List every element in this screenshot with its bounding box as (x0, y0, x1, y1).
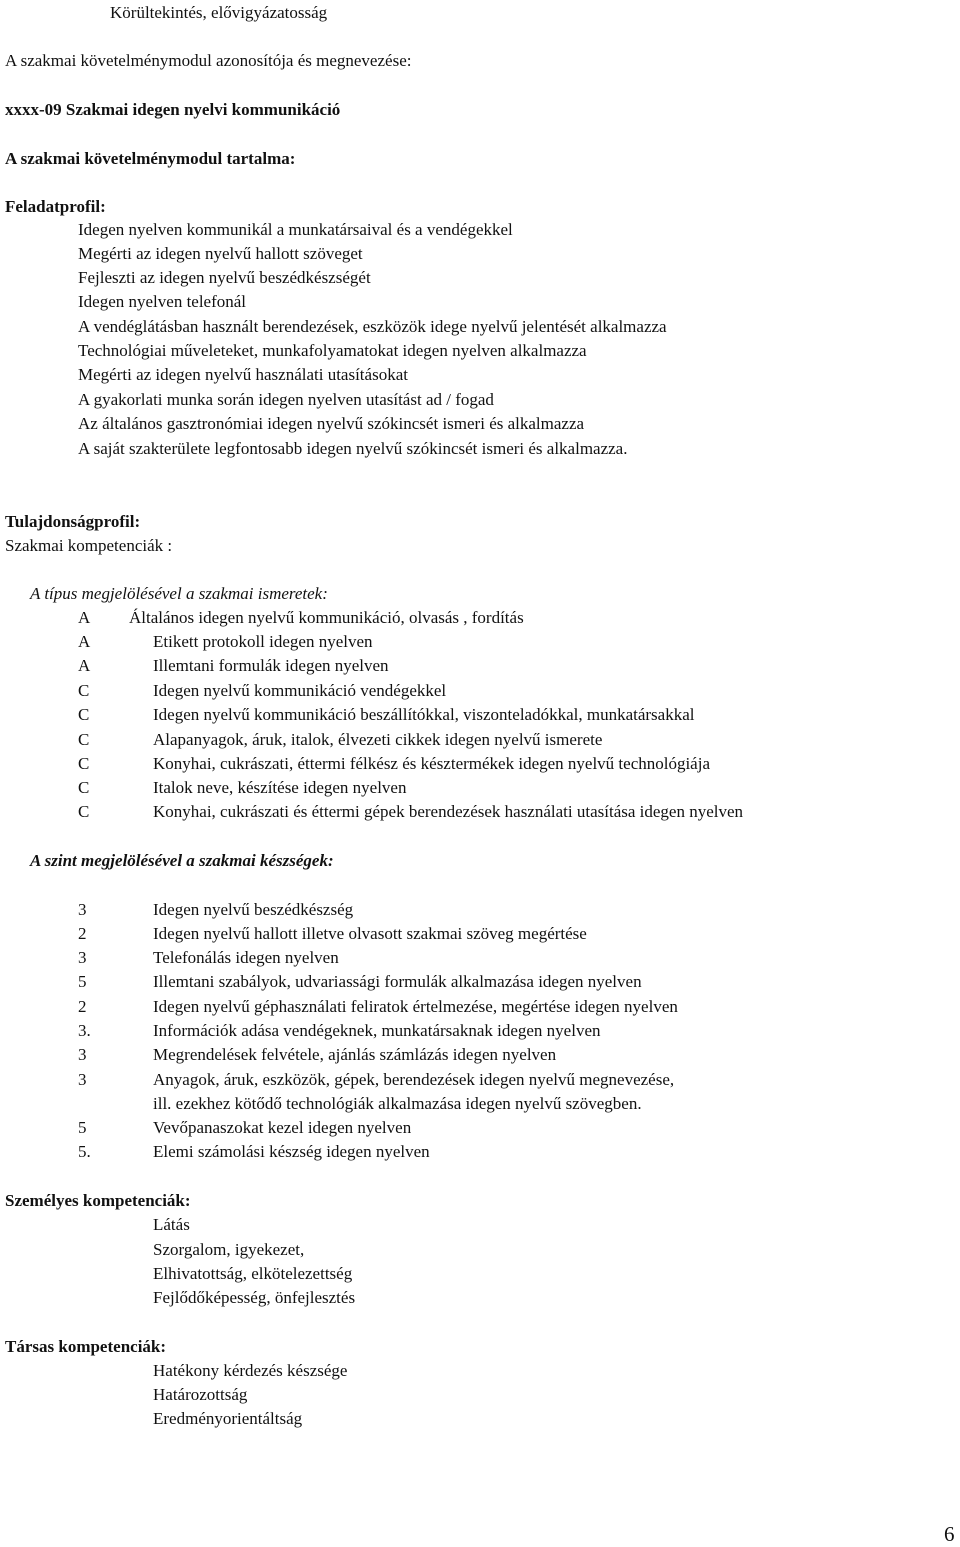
level-code: 2 (78, 924, 87, 943)
level-code: 5 (78, 972, 87, 991)
tulajdonsagprofil-heading: Tulajdonságprofil: (5, 512, 141, 531)
list-item: Idegen nyelvű géphasználati feliratok értelmezése, megértése idegen nyelven (153, 997, 678, 1016)
top-line: Körültekintés, elővigyázatosság (110, 3, 328, 22)
list-item: Az általános gasztronómiai idegen nyelvű szókincsét ismeri és alkalmazza (78, 414, 585, 433)
list-item: Elhivatottság, elkötelezettség (153, 1264, 353, 1283)
list-item: Megérti az idegen nyelvű használati utasításokat (78, 365, 408, 384)
keszsegek-heading: A szint megjelölésével a szakmai készségek: (30, 851, 334, 870)
feladatprofil-heading: Feladatprofil: (5, 197, 106, 216)
level-code: 2 (78, 997, 87, 1016)
type-code: C (78, 754, 90, 773)
list-item: Látás (153, 1215, 190, 1234)
list-item: Konyhai, cukrászati, éttermi félkész és késztermékek idegen nyelvű technológiája (153, 754, 710, 773)
module-name: xxxx-09 Szakmai idegen nyelvi kommunikáció (5, 100, 341, 119)
level-code: 3 (78, 1070, 87, 1089)
list-item: Idegen nyelvű kommunikáció beszállítókkal, viszonteladókkal, munkatársakkal (153, 705, 695, 724)
type-code: C (78, 705, 90, 724)
list-item: Szorgalom, igyekezet, (153, 1240, 305, 1259)
type-code: C (78, 802, 90, 821)
level-code: 3 (78, 948, 87, 967)
type-code: C (78, 730, 90, 749)
list-item: A saját szakterülete legfontosabb idegen nyelvű szókincsét ismeri és alkalmazza. (78, 439, 628, 458)
level-code: 5. (78, 1142, 91, 1161)
list-item: Információk adása vendégeknek, munkatársaknak idegen nyelven (153, 1021, 601, 1040)
list-item: Vevőpanaszokat kezel idegen nyelven (153, 1118, 412, 1137)
list-item: Italok neve, készítése idegen nyelven (153, 778, 407, 797)
list-item: Határozottság (153, 1385, 248, 1404)
szakmai-kompetenciak-label: Szakmai kompetenciák : (5, 536, 173, 555)
module-content-label: A szakmai követelménymodul tartalma: (5, 149, 296, 168)
list-item: Alapanyagok, áruk, italok, élvezeti cikkek idegen nyelvű ismerete (153, 730, 603, 749)
list-item: Megérti az idegen nyelvű hallott szöveget (78, 244, 363, 263)
page-number: 6 (944, 1522, 955, 1546)
list-item: Illemtani szabályok, udvariassági formulák alkalmazása idegen nyelven (153, 972, 642, 991)
list-item: Elemi számolási készség idegen nyelven (153, 1142, 430, 1161)
list-item: Anyagok, áruk, eszközök, gépek, berendezések idegen nyelvű megnevezése, (153, 1070, 675, 1089)
list-item: Idegen nyelven telefonál (78, 292, 247, 311)
list-item: Konyhai, cukrászati és éttermi gépek berendezések használati utasítása idegen nyelven (153, 802, 744, 821)
type-code: A (78, 656, 91, 675)
list-item: A vendéglátásban használt berendezések, eszközök idege nyelvű jelentését alkalmazza (78, 317, 667, 336)
type-code: A (78, 608, 91, 627)
list-item: Fejlődőképesség, önfejlesztés (153, 1288, 356, 1307)
szemelyes-heading: Személyes kompetenciák: (5, 1191, 191, 1210)
module-id-label: A szakmai követelménymodul azonosítója és megnevezése: (5, 51, 412, 70)
list-item: Megrendelések felvétele, ajánlás számlázás idegen nyelven (153, 1045, 557, 1064)
list-item: Etikett protokoll idegen nyelven (153, 632, 373, 651)
type-code: C (78, 681, 90, 700)
level-code: 3 (78, 1045, 87, 1064)
list-item: Idegen nyelvű hallott illetve olvasott szakmai szöveg megértése (153, 924, 587, 943)
type-code: A (78, 632, 91, 651)
list-item-continuation: ill. ezekhez kötődő technológiák alkalmazása idegen nyelvű szövegben. (153, 1094, 642, 1113)
list-item: Idegen nyelven kommunikál a munkatársaival és a vendégekkel (78, 220, 513, 239)
list-item: Illemtani formulák idegen nyelven (153, 656, 389, 675)
level-code: 3 (78, 900, 87, 919)
list-item: Hatékony kérdezés készsége (153, 1361, 348, 1380)
ismeretek-heading: A típus megjelölésével a szakmai ismeretek: (30, 584, 328, 603)
list-item: Idegen nyelvű beszédkészség (153, 900, 354, 919)
list-item: Eredményorientáltság (153, 1409, 303, 1428)
tarsas-heading: Társas kompetenciák: (5, 1337, 167, 1356)
level-code: 3. (78, 1021, 91, 1040)
list-item: Fejleszti az idegen nyelvű beszédkészségét (78, 268, 371, 287)
list-item: Telefonálás idegen nyelven (153, 948, 339, 967)
list-item: Technológiai műveleteket, munkafolyamatokat idegen nyelven alkalmazza (78, 341, 587, 360)
level-code: 5 (78, 1118, 87, 1137)
list-item: Idegen nyelvű kommunikáció vendégekkel (153, 681, 447, 700)
list-item: A gyakorlati munka során idegen nyelven utasítást ad / fogad (78, 390, 494, 409)
type-code: C (78, 778, 90, 797)
list-item: Általános idegen nyelvű kommunikáció, olvasás , fordítás (129, 608, 524, 627)
